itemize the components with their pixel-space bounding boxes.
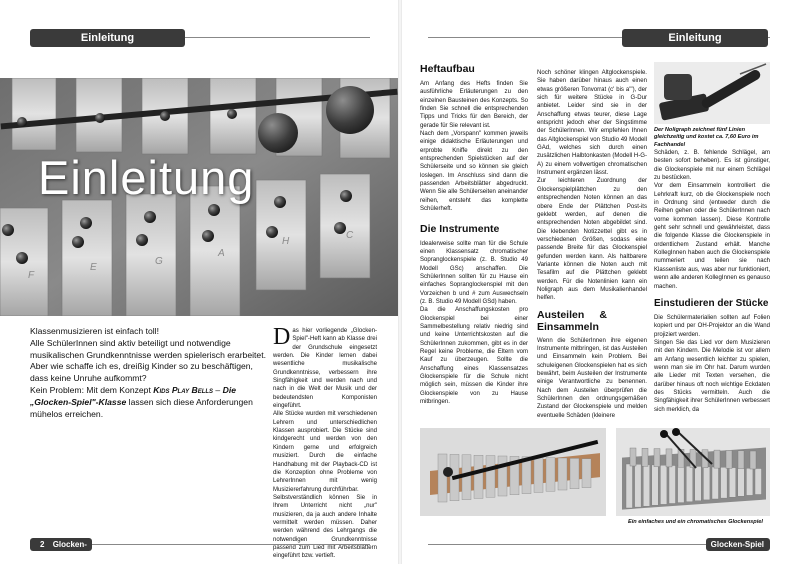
left-page-column — [273, 324, 377, 561]
glockenspiel-bar — [652, 465, 659, 505]
glockenspiel-bar — [486, 456, 495, 498]
book-gutter — [398, 0, 402, 564]
chromatic-glockenspiel-image — [616, 428, 770, 516]
left-footer-label: Glocken-Spiel — [30, 540, 87, 562]
simple-glockenspiel-photo — [420, 428, 606, 516]
intro-text — [30, 326, 270, 420]
hero-note-letter: A — [218, 248, 225, 259]
glockenspiel-bar — [755, 469, 762, 495]
glockenspiel-sharp-bar — [630, 448, 636, 466]
right-column-c — [654, 149, 770, 414]
intro-brand: Kids Play Bells — [153, 384, 214, 395]
noligraph-caption: Der Noligraph zeichnet fünf Linien gleichzeitig und kostet ca. 7,60 Euro im Fachhandel — [654, 127, 759, 148]
glockenspiel-bar — [738, 468, 745, 496]
right-column-b — [537, 69, 647, 420]
glockenspiel-bar — [721, 467, 728, 498]
right-column-a — [420, 62, 528, 406]
glockenspiel-bar — [643, 465, 650, 507]
glockenspiel-sharp-bar — [666, 449, 672, 467]
col-a-para-3: Idealerweise sollte man für die Schule einen Klassensatz chromatischer Sopranglockenspiele (z. B. Studio 49 Modell GSc) anschaffen. Die SchülerInnen sollten für zu Hause ein einfaches Sopranglockenspiel mit den Vorzeichen b und # zum Auswechseln (z. B. Studio 49 Modell GSd) haben. — [420, 240, 528, 305]
intro-series: Die „Glocken-Spiel"-Klasse — [30, 384, 236, 407]
left-col-para-2: Alle Stücke wurden mit verschiedenen Lehrern und unterschiedlichen Klassen ausprobiert. Die Stücke sind kindgerecht und werden von den Kindern gerne und erfolgreich musiziert. Durch die einfache Handhabung mit der Playback-CD ist die Konzeption ohne Probleme von LehrerInnen mit wenig Musiziererfahrung durchführbar. — [273, 411, 377, 493]
glockenspiel-sharp-bar — [654, 449, 660, 467]
glockenspiel-bar — [626, 464, 633, 508]
left-col-para-3: Selbstverständlich können Sie in Ihrem Unterricht nicht „nur" musizieren, da ja auch andere Inhalte vermittelt werden müssen. Daher werden während des Lehrgangs die notwendigen Grundkenntnisse passend zum Lied mit Arbeitsblättern eingeführt bzw. vertieft. — [273, 494, 377, 560]
glockenspiel-bar — [746, 468, 753, 495]
glockenspiel-bar — [686, 466, 693, 502]
col-a-para-4: Da die Anschaffungskosten pro Glockenspiel bei einer Sammelbestellung relativ niedrig sind und keine Unterrichtskosten auf die SchülerInnen zukommen, gibt es in der Regel keine Probleme, die Eltern vom Kauf zu überzeugen. Sollte die Anschaffung eines Klassensatzes Glockenspiele für die Schule nicht möglich sein, müssen die Kinder ihre Glockenspiele von zu Hause mitbringen. — [420, 307, 528, 406]
right-footer-tab — [706, 538, 770, 562]
glockenspiel-bar — [712, 467, 719, 499]
glockenspiel-sharp-bar — [642, 448, 648, 466]
col-c-para-4: Singen Sie das Lied vor dem Musizieren mit den Kindern. Die Melodie ist vor allem am Anfang wesentlich leichter zu spielen, wenn man sie im Ohr hat. Darum wurden alle Lieder mit Texten versehen, die darüber hinaus oft noch wichtige Eckdaten des Stücks vermitteln. Auch die Singfähigkeit ihrer SchülerInnen verbessert sich merklich, da — [654, 339, 770, 413]
col-a-para-1: Am Anfang des Hefts finden Sie ausführliche Erläuterungen zu den einzelnen Bausteinen des Konzepts. So finden Sie schnell die entsprechenden Tipps und Tricks für den Bereich, der gerade für Sie relevant ist. — [420, 81, 528, 129]
glockenspiel-bar — [498, 456, 507, 496]
left-header-tab: Einleitung — [30, 29, 185, 47]
noligraph-photo — [654, 62, 770, 124]
heading-instrumente: Die Instrumente — [420, 222, 500, 235]
hero-note-letter: F — [28, 270, 35, 281]
glockenspiel-sharp-bar — [750, 451, 756, 469]
col-c-para-1: Schäden, z. B. fehlende Schlägel, am besten sofort beheben). Es ist günstiger, die Glockenspiele mit nur einem Schlägel zu bestücken. — [654, 150, 770, 182]
intro-suffix: lassen sich diese Anforderungen mühelos erreichen. — [30, 396, 253, 419]
glockenspiel-bar — [669, 466, 676, 504]
hero-note-letter: E — [90, 262, 97, 273]
right-header-tab: Einleitung — [622, 29, 768, 47]
left-page-number: 2 — [40, 540, 45, 549]
col-a-para-2: Nach dem „Vorspann" kommen jeweils einige didaktische Erläuterungen und erprobte Kniffe direkt zu den entsprechenden Spielstücken auf der Schülerseite und so können sie gleich loslegen. Im Anschluss sind dann die passenden Arbeitsblätter abgedruckt. Wenn Sie alle Schülerseiten aneinander reihen, entsteht das komplette Schülerheft. — [420, 131, 528, 213]
glockenspiel-bar — [438, 454, 447, 502]
hero-note-letter: H — [282, 236, 290, 247]
glockenspiel-bar — [695, 466, 702, 500]
col-c-para-2: Vor dem Einsammeln kontrolliert die Lehrkraft kurz, ob die Glockenspiele noch in Ordnung sind (entweder durch die Reihen gehen oder die SchülerInnen nach vorne kommen lassen). Diese Kontrolle geht sehr schnell und gewährleistet, dass die folgende Klasse die Glockenspiele in ordentlichem Zustand erhält. Manche KollegInnen haben auch die Glockenspiele nummeriert und teilen sie nach Klassenliste aus, was aber nur funktioniert, wenn alle anderen KollegInnen es genauso machen. — [654, 183, 770, 290]
hero-title: Einleitung — [38, 151, 255, 204]
heading-heftaufbau: Heftaufbau — [420, 63, 475, 75]
glockenspiel-bar — [474, 455, 483, 498]
glockenspiel-bar — [635, 464, 642, 507]
heading-einstudieren: Einstudieren der Stücke — [654, 297, 769, 309]
glockenspiel-bar — [546, 458, 555, 492]
intro-prefix: Kein Problem: Mit dem Konzept — [30, 384, 154, 395]
col-b-para-2: Zur leichteren Zuordnung der Glockenspielplättchen zu den entsprechenden Noten können an das obere Ende der Plättchen Post-its geklebt werden, auf denen die entsprechenden Noten abgebildet sind. Die klebenden Notizzettel gibt es in verschiedenen Größen, sodass eine passende Breite für das Glockenspiel gefunden werden kann. Als haltbarere Variante können die Noten auch mit Tesafilm auf die Plättchen geklebt werden. Für die Notenlinien kann ein Noligraph aus dem Musikalienhandel helfen. — [537, 178, 647, 302]
glockenspiel-bar — [534, 457, 543, 492]
right-page-number: 3 — [757, 553, 762, 562]
intro-line-1: Klassenmusizieren ist einfach toll! — [30, 326, 159, 336]
right-footer-label: Glocken-Spiel — [710, 540, 764, 549]
dropcap: D — [273, 324, 291, 350]
glockenspiel-sharp-bar — [714, 450, 720, 468]
glockenspiel-bar — [660, 465, 667, 504]
left-col-para-1 — [273, 324, 377, 410]
glockenspiel-bar — [570, 458, 579, 488]
intro-dash: – — [213, 384, 223, 395]
heading-austeilen: Austeilen & Einsammeln — [537, 308, 607, 333]
glockenspiel-sharp-bar — [726, 450, 732, 468]
left-footer-tab — [30, 538, 92, 562]
glockenspiel-bar — [729, 468, 736, 498]
glockenspiel-bar — [703, 467, 710, 500]
chromatic-glockenspiel-photo — [616, 428, 770, 516]
intro-line-3 — [30, 385, 270, 420]
intro-line-2: Alle SchülerInnen sind aktiv beteiligt und notwendige musikalischen Grundkenntnisse werden spielerisch erarbeitet. Aber wie schaffe ich es, dreißig Kinder so zu beschäftigen, dass keine Unruhe aufkommt? — [30, 337, 266, 384]
col-c-para-3: Die Schülermaterialien sollten auf Folien kopiert und per OH-Projektor an die Wand projiziert werden. — [654, 314, 770, 338]
bottom-photo-caption: Ein einfaches und ein chromatisches Glockenspiel — [628, 519, 763, 525]
simple-glockenspiel-image — [420, 428, 606, 516]
col-b-para-1: Noch schöner klingen Altglockenspiele. Sie haben darüber hinaus auch einen etwas größeren Tonvorrat (c' bis a'''), der sich für weitere Stücke in G-Dur anbietet. Leider sind sie in der Anschaffung etwas teurer, diese Lage entspricht jedoch eher der Singstimme der SchülerInnen. Wir empfehlen Ihnen das Altglockenspiel von Studio 49 Modell GAd, welches sich durch einen zusätzlichen Halbtonkasten (Modell H-G-A) zu einem vollwertigen chromatischen Instrument ergänzen lässt. — [537, 70, 647, 177]
glockenspiel-bar — [582, 459, 591, 488]
glockenspiel-sharp-bar — [738, 451, 744, 469]
glockenspiel-bar — [678, 466, 685, 503]
hero-note-letter: G — [155, 256, 163, 267]
left-col-para-1-text: as hier vorliegende „Glocken-Spiel"-Heft kann ab Klasse drei der Grundschule eingesetzt werden. Die Kinder lernen dabei wesentliche musikalische Grundkenntnisse, verbessern ihre Singfähigkeit und werden nach und nach in die Welt der Musik und der bedeutendsten Komponisten eingeführt. — [273, 328, 377, 410]
hero-note-letter: C — [346, 230, 354, 241]
glockenspiel-bar — [558, 458, 567, 490]
col-b-para-3: Wenn die SchülerInnen ihre eigenen Instrumente mitbringen, ist das Austeilen und Einsammeln kein Problem. Bei schuleigenen Glockenspielen hat es sich bewährt, beim Austeilen der Instrumente einige Verantwortliche zu benennen. Nach dem Austeilen überprüfen die SchülerInnen den ordnungsgemäßen Zustand der Glockenspiele und melden eventuelle Schäden (kleinere — [537, 337, 647, 419]
noligraph-image — [654, 62, 770, 124]
